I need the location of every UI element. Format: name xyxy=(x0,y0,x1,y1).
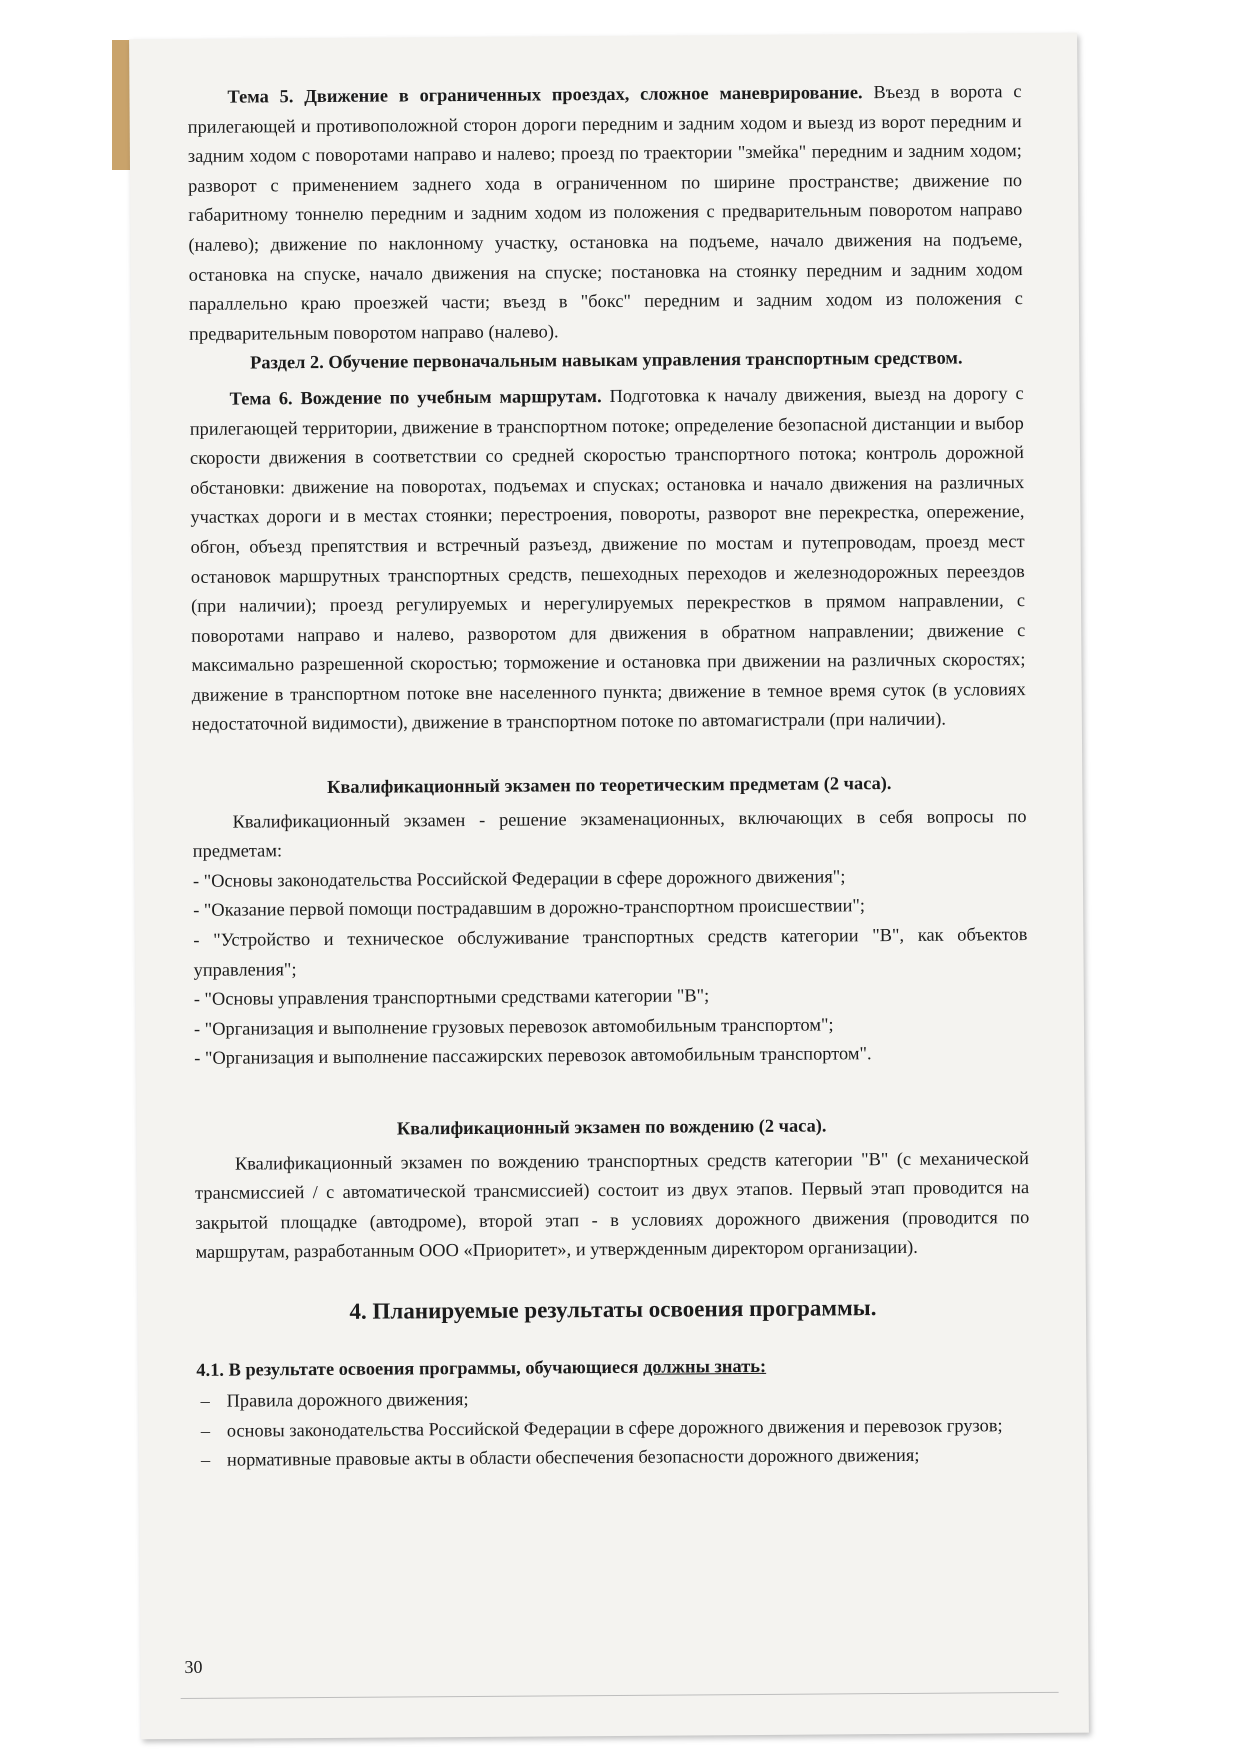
topic5-paragraph xyxy=(187,77,1023,349)
results-title: 4. Планируемые результаты освоения программы. xyxy=(349,1295,877,1324)
topic6-title: Тема 6. Вождение по учебным маршрутам. xyxy=(229,385,602,409)
document-page xyxy=(129,33,1089,1740)
list-item: – Правила дорожного движения; xyxy=(196,1381,1030,1416)
list-item: – нормативные правовые акты в области обеспечения безопасности дорожного движения; xyxy=(197,1440,1031,1475)
results-subsection-emphasis: должны знать: xyxy=(642,1355,767,1377)
results-subsection-prefix: 4.1. В результате освоения программы, обучающиеся xyxy=(196,1356,644,1380)
list-item: – основы законодательства Российской Федерации в сфере дорожного движения и перевозок грузов; xyxy=(197,1411,1031,1446)
exam-theory-subjects xyxy=(193,861,1028,1074)
exam-driving-title: Квалификационный экзамен по вождению (2 часа). xyxy=(396,1115,827,1139)
page-number: 30 xyxy=(184,1657,203,1678)
exam-theory-intro: Квалификационный экзамен - решение экзаменационных, включающих в себя вопросы по предметам: xyxy=(192,805,1027,862)
topic5-text: Въезд в ворота с прилегающей и противоположной сторон дороги передним и задним ходом и выезд из ворот передним и задним ходом с поворотами направо и налево; проезд по траектории "змейка" передним и задним ходом; разворот с применением заднего хода в ограниченном по ширине пространстве; движение по габаритному тоннелю передним и задним ходом из положения с предварительным поворотом направо (налево); движение по наклонному участку, остановка на подъеме, начало движения на подъеме, остановка на спуске, начало движения на спуске; постановка на стоянку передним и задним ходом параллельно краю проезжей части; въезд в "бокс" передним и задним ходом из положения с предварительным поворотом направо (налево). xyxy=(187,81,1023,344)
footer-divider xyxy=(181,1692,1059,1699)
section2-title: Раздел 2. Обучение первоначальным навыкам управления транспортным средством. xyxy=(250,347,963,373)
list-item: - "Основы управления транспортными средствами категории "В"; xyxy=(193,985,710,1010)
topic6-paragraph xyxy=(189,379,1025,740)
exam-driving-text: Квалификационный экзамен по вождению транспортных средств категории "В" (с механической трансмиссией / с автоматической трансмиссией) состоит из двух этапов. Первый этап проводится на закрытой площадке (автодроме), второй этап - в условиях дорожного движения (проводится по маршрутам, разработанным ООО «Приоритет», и утвержденным директором организации). xyxy=(195,1147,1030,1263)
topic6-text: Подготовка к началу движения, выезд на дорогу с прилегающей территории, движение в транспортном потоке; определение безопасной дистанции и выбор скорости движения в соответствии со средней скоростью транспортного потока; контроль дорожной обстановки: движение на поворотах, подъемах и спусках; остановка и начало движения на различных участках дороги и в местах стоянки; перестроения, повороты, разворот вне перекрестка, опережение, обгон, объезд препятствия и встречный разъезд, движение по мостам и путепроводам, проезд мест остановок маршрутных транспортных средств, пешеходных переходов и железнодорожных переездов (при наличии); проезд регулируемых и нерегулируемых перекрестков в прямом направлении, с поворотами направо и налево, разворотом для движения в обратном направлении; движение с максимально разрешенной скоростью; торможение и остановка при движении на различных скоростях; движение в транспортном потоке вне населенного пункта; движение в темное время суток (в условиях недостаточной видимости), движение в транспортном потоке по автомагистрали (при наличии). xyxy=(189,383,1026,735)
results-subsection-heading xyxy=(196,1350,1030,1385)
list-item: - "Основы законодательства Российской Федерации в сфере дорожного движения"; xyxy=(192,866,846,891)
list-item: - "Организация и выполнение грузовых перевозок автомобильным транспортом"; xyxy=(193,1014,834,1039)
exam-theory-title: Квалификационный экзамен по теоретическим предметам (2 часа). xyxy=(327,773,892,798)
results-knowledge-list xyxy=(196,1381,1031,1476)
list-item: - "Организация и выполнение пассажирских перевозок автомобильным транспортом". xyxy=(194,1043,872,1069)
list-item: - "Устройство и техническое обслуживание транспортных средств категории "В", как объектов управления"; xyxy=(193,924,1028,980)
topic5-title: Тема 5. Движение в ограниченных проездах, сложное маневрирование. xyxy=(227,82,863,107)
list-item: - "Оказание первой помощи пострадавшим в дорожно-транспортном происшествии"; xyxy=(193,895,866,921)
